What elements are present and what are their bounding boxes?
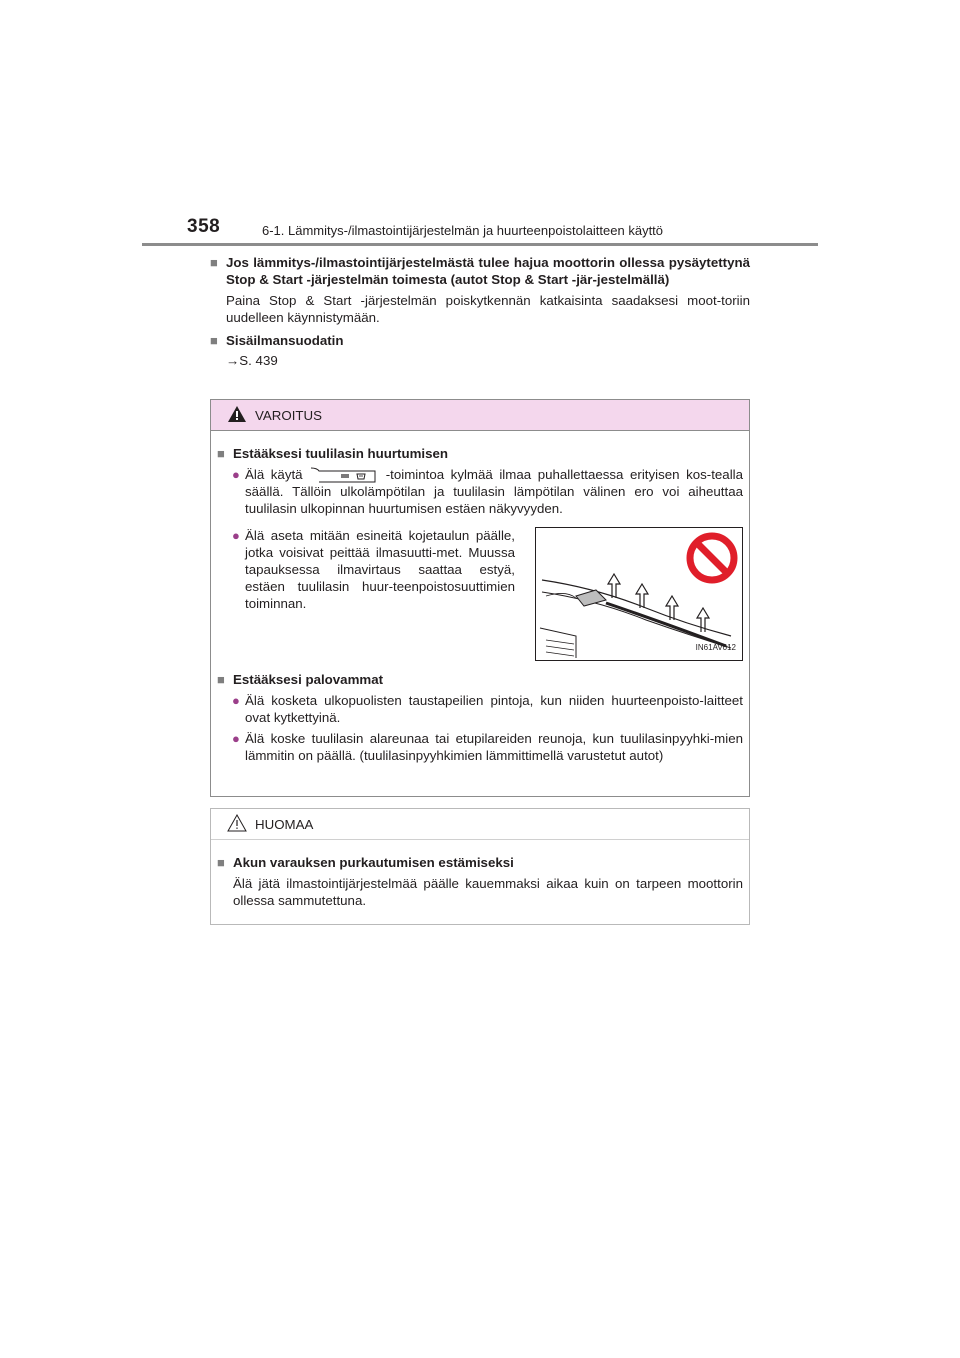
notice-triangle-icon [227,814,247,835]
page-reference: →S. 439 [226,353,278,368]
warning-bullet [232,692,743,726]
square-bullet-icon: ■ [217,672,225,687]
square-bullet-icon: ■ [217,446,225,461]
bullet-dot-icon: ● [232,731,240,746]
warning-section-heading-text: Estääksesi tuulilasin huurtumisen [233,446,449,461]
warning-bullet [232,466,743,517]
bullet-text-before-icon: Älä käytä [245,467,303,482]
figure-code: IN61AV012 [695,643,736,652]
page-number: 358 [187,216,221,237]
chapter-title: 6-1. Lämmitys-/ilmastointijärjestelmän ja huurteenpoistolaitteen käyttö [262,223,664,238]
dashboard-vents-illustration [535,527,743,661]
square-bullet-icon: ■ [217,855,225,870]
warning-bullet-text [245,466,743,517]
intro-section [210,254,750,375]
warning-bullet-text: Älä aseta mitään esineitä kojetaulun päälle, jotka voisivat peittää ilmasuutti-met. Muussa tapauksessa ilmavirtaus saattaa estyä, estäen tuulilasin huur-teenpoistosuuttimien toiminnan. [245,528,515,611]
notice-header [211,809,749,840]
bullet-dot-icon: ● [232,528,240,543]
warning-header [211,400,749,431]
warning-box [210,399,750,797]
warning-bullet [232,527,515,661]
item-body: Paina Stop & Start -järjestelmän poiskytkennän katkaisinta saadaksesi moot-toriin uudelleen käynnistymään. [226,293,750,325]
warning-bullet [232,730,743,764]
header-divider [142,243,818,246]
warning-body [211,431,749,764]
notice-title: HUOMAA [255,816,314,832]
warning-section-heading [217,445,743,462]
warning-bullet-text: Älä kosketa ulkopuolisten taustapeilien pintoja, kun niiden huurteenpoisto-laitteet ovat kytkettyinä. [245,693,743,725]
warning-bullet-text: Älä koske tuulilasin alareunaa tai etupilareiden reunoja, kun tuulilasinpyyhki-mien lämmitin on päällä. (tuulilasinpyyhkimien lämmittimellä varustetut autot) [245,731,743,763]
bullet-text-after-icon: -toimintoa kylmää ilmaa puhallettaessa erityisen kos-tealla säällä. Tällöin ulkolämpötilan ja tuulilasin lämpötilan välinen ero voi aiheuttaa tuulilasin ulkopinnan huurtumisen estäen näkyvyyden. [245,467,743,516]
item-heading [210,332,750,349]
square-bullet-icon: ■ [210,255,218,270]
bullet-dot-icon: ● [232,693,240,708]
item-heading-text: Jos lämmitys-/ilmastointijärjestelmästä tulee hajua moottorin ollessa pysäytettynä Stop & Start -järjestelmän toimesta (autot Stop & Start -jär-jestelmällä) [226,255,750,287]
notice-text: Älä jätä ilmastointijärjestelmää päälle kauemmaksi aikaa kuin on tarpeen moottorin ollessa sammutettuna. [233,876,743,908]
figure-row [217,527,743,661]
notice-heading-text: Akun varauksen purkautumisen estämiseksi [233,855,514,870]
warning-section-heading-text: Estääksesi palovammat [233,672,384,687]
warning-triangle-icon [227,405,247,426]
windshield-defroster-icon [309,466,379,483]
warning-section-heading [217,671,743,688]
prohibition-icon [690,536,734,580]
bullet-dot-icon: ● [232,467,240,482]
item-heading-text: Sisäilmansuodatin [226,333,344,348]
square-bullet-icon: ■ [210,333,218,348]
notice-body [211,840,749,909]
notice-box [210,808,750,925]
notice-heading [217,854,743,871]
warning-title: VAROITUS [255,407,322,423]
item-heading [210,254,750,288]
